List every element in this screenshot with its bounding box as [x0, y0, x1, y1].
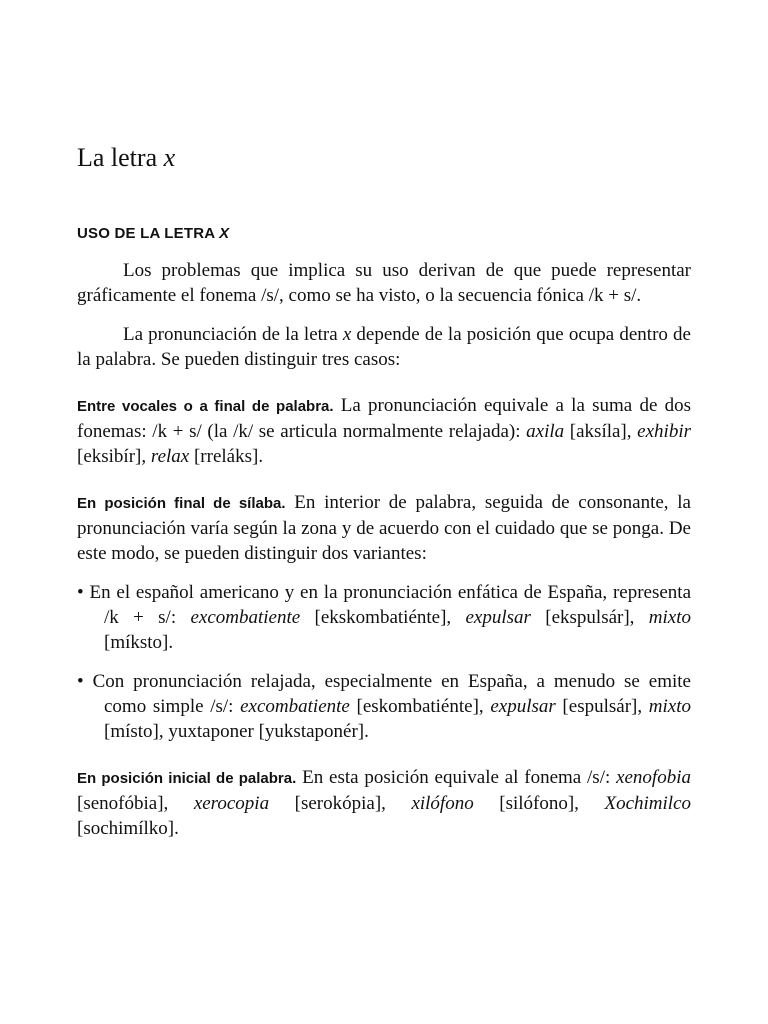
example-word: axila: [526, 421, 565, 442]
text-run: [senofóbia],: [77, 793, 194, 814]
section-heading: [77, 224, 691, 244]
example-word: Xochimilco: [604, 793, 691, 814]
section-heading-text: USO DE LA LETRA: [77, 225, 220, 242]
text-run: [sochimílko].: [77, 818, 179, 839]
example-word: excombatiente: [190, 607, 301, 628]
text-run: [espulsár],: [555, 696, 649, 717]
section-heading-letter: X: [219, 225, 230, 242]
paragraph-intro-text: Los problemas que implica su uso derivan de que puede representar gráficamente el fonema /s/, como se ha visto, o la secuencia fónica /k + s/.: [77, 260, 691, 306]
bullet-icon: •: [77, 582, 84, 603]
text-run: [míksto].: [104, 632, 174, 653]
page-title: [77, 140, 691, 176]
text-run: [ekskombatiénte],: [300, 607, 466, 628]
example-word: expulsar: [465, 607, 531, 628]
text-run: En esta posición equivale al fonema /s/:: [296, 767, 617, 788]
paragraph-cases: [77, 322, 691, 372]
paragraph-intro: [77, 258, 691, 308]
text-run: depende de la posición que ocupa dentro de la palabra. Se pueden distinguir tres casos:: [77, 324, 691, 370]
example-word: excombatiente: [240, 696, 350, 717]
text-run: [serokópia],: [269, 793, 412, 814]
document-page: [77, 140, 691, 841]
example-word: mixto: [648, 696, 691, 717]
text-run: La pronunciación equivale a la suma de dos fonemas: /k + s/ (la /k/ se articula normalmente relajada):: [77, 395, 691, 442]
text-run: En interior de palabra, seguida de consonante, la pronunciación varía según la zona y de acuerdo con el cuidado que se ponga. De este modo, se pueden distinguir dos variantes:: [77, 492, 691, 564]
example-word: relax: [150, 446, 190, 467]
example-word: xerocopia: [193, 793, 270, 814]
text-run: Con pronunciación relajada, especialmente en España, a menudo se emite como simple /s/:: [83, 671, 691, 717]
case-final-syllable: [77, 490, 691, 566]
case-between-vowels: [77, 393, 691, 469]
text-run: [ekspulsár],: [530, 607, 649, 628]
case-lead: En posición inicial de palabra.: [77, 770, 297, 787]
text-run: En el español americano y en la pronunciación enfática de España, representa /k + s/:: [83, 582, 691, 628]
example-word: exhibir: [637, 421, 691, 442]
example-word: expulsar: [490, 696, 556, 717]
case-lead: Entre vocales o a final de palabra.: [77, 398, 334, 415]
example-word: xenofobia: [616, 767, 691, 788]
title-text: La letra: [77, 143, 164, 172]
example-word: mixto: [648, 607, 691, 628]
text-run: La pronunciación de la letra: [123, 324, 343, 345]
text-run: [silófono],: [473, 793, 605, 814]
bullet-item-american: [77, 580, 691, 655]
text-run: [eskombatiénte],: [349, 696, 491, 717]
letter-x: x: [342, 324, 352, 345]
bullet-icon: •: [77, 671, 84, 692]
case-lead: En posición final de sílaba.: [77, 495, 286, 512]
text-run: [aksíla],: [564, 421, 638, 442]
example-word: xilófono: [411, 793, 474, 814]
text-run: [rreláks].: [189, 446, 264, 467]
case-initial-position: [77, 765, 691, 841]
text-run: [eksibír],: [77, 446, 151, 467]
text-run: [místo], yuxtaponer [yukstaponér].: [104, 721, 369, 742]
bullet-item-relaxed: [77, 669, 691, 744]
title-letter: x: [163, 143, 176, 172]
